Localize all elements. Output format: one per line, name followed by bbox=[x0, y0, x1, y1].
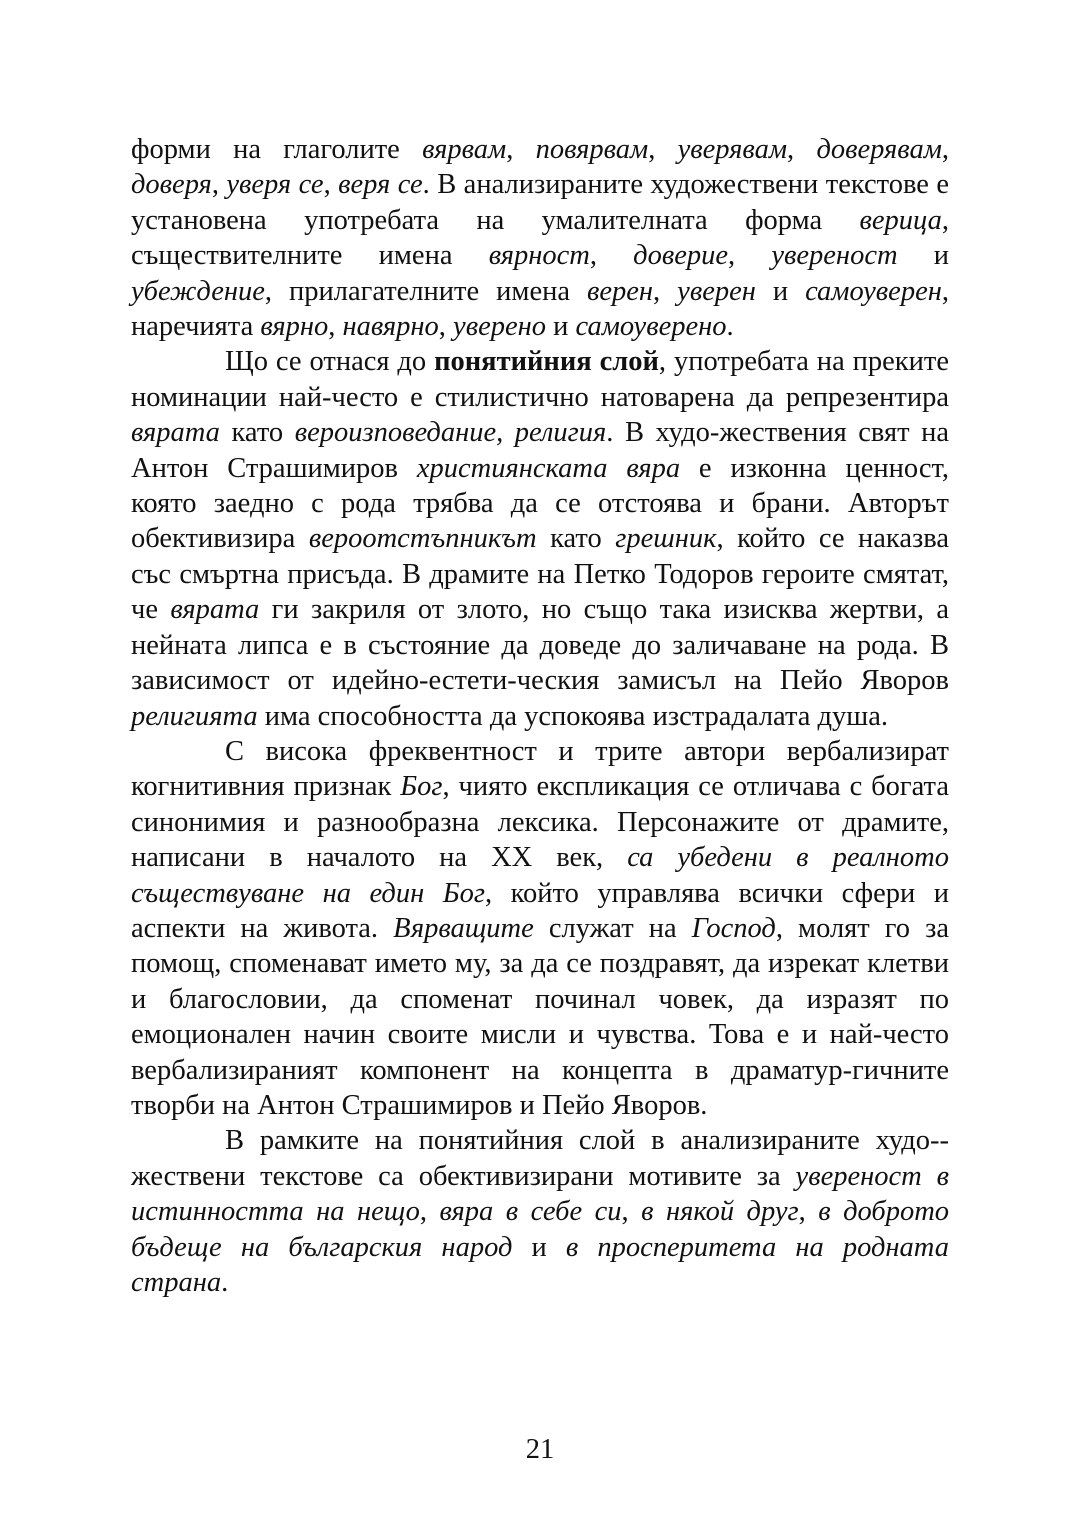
text-run: , bbox=[941, 134, 950, 165]
text-run: , bbox=[506, 134, 536, 165]
text-run: има способността да успокоява изстрадалата душа. bbox=[257, 700, 889, 732]
italic-term: вярвам bbox=[422, 134, 507, 165]
paragraph-2 bbox=[131, 344, 949, 733]
text-run: , bbox=[787, 134, 817, 165]
text-run: . bbox=[221, 1267, 229, 1298]
italic-term: Господ bbox=[691, 912, 776, 944]
text-run: , bbox=[438, 311, 454, 343]
page-number: 21 bbox=[525, 1434, 555, 1465]
italic-term: грешник bbox=[615, 523, 717, 555]
text-run: е изконна ценност, която заедно с рода трябва да се отстоява и брани. Авторът обективизира bbox=[131, 452, 949, 555]
text-run: С висока фреквентност и трите автори вербализират когнитивния признак bbox=[131, 735, 949, 803]
text-run: В рамките на понятийния слой в анализираните худо-жествени текстове са обективизирани мотивите за bbox=[131, 1125, 949, 1192]
text-run: , bbox=[323, 169, 339, 201]
text-run: , bbox=[211, 169, 227, 201]
italic-term: веря се bbox=[338, 169, 423, 201]
italic-term: доверявам bbox=[816, 134, 942, 165]
text-run: и bbox=[512, 1231, 566, 1263]
paragraph-1 bbox=[131, 132, 949, 344]
text-run: ги закриля от злото, но също така изисква жертви, а нейната липса е в състояние да доведе до заличаване на рода. В зависимост от идейно-естети-ческия замисъл на Пейо Яворов bbox=[131, 594, 949, 697]
italic-term: в доброто бъдеще на българския народ bbox=[131, 1196, 950, 1263]
text-run: . bbox=[726, 311, 734, 343]
text-run: , bbox=[328, 311, 343, 343]
italic-term: в някой друг bbox=[641, 1196, 799, 1228]
italic-term: самоуверен bbox=[805, 275, 942, 307]
italic-term: уверен bbox=[677, 275, 756, 307]
italic-term: вярно bbox=[260, 311, 329, 343]
paragraph-3 bbox=[131, 734, 949, 1123]
italic-term: увереност в истинността на нещо bbox=[131, 1160, 949, 1228]
text-run: , който управлява всички сфери и аспекти на живота. bbox=[131, 877, 949, 944]
italic-term: вероизповедание, религия bbox=[294, 417, 607, 449]
italic-term: вярата bbox=[131, 417, 220, 449]
italic-term: вероотстъпникът bbox=[308, 523, 537, 555]
body-text bbox=[131, 132, 949, 1300]
text-run: , bbox=[419, 1196, 440, 1228]
italic-term: самоуверено bbox=[575, 311, 727, 343]
italic-term: Вярващите bbox=[393, 912, 534, 944]
italic-term: в просперитета на родната страна bbox=[131, 1231, 949, 1298]
italic-term: верица bbox=[859, 204, 942, 236]
text-run: , молят го за помощ, споменават името му, за да се поздравят, да изрекат клетви и благословии, да споменат починал човек, да изразят по емоционален начин своите мисли и чувства. Това е и най-често вербализираният компонент на концепта в драматур-гичните творби на Антон Страшимиров и Пейо Яворов. bbox=[131, 912, 949, 1121]
text-run: , наречията bbox=[131, 275, 949, 343]
text-run: , bbox=[728, 240, 772, 272]
text-run: , чиято експликация се отличава с богата синонимия и разнообразна лексика. Персонажите от драмите, написани в началото на XX век, bbox=[131, 771, 949, 874]
text-run: и bbox=[546, 311, 576, 343]
italic-term: уверено bbox=[453, 311, 547, 343]
italic-term: християнската вяра bbox=[416, 452, 681, 484]
bold-term: понятийния слой bbox=[434, 346, 659, 378]
italic-term: убеждение bbox=[131, 275, 265, 307]
italic-term: повярвам bbox=[535, 134, 649, 165]
italic-term: верен bbox=[586, 275, 654, 307]
italic-term: навярно bbox=[342, 311, 439, 343]
italic-term: вярност bbox=[488, 240, 590, 272]
italic-term: са убедени в реалното съществуване на един Бог bbox=[131, 842, 949, 909]
text-run: . В худо-жествения свят на Антон Страшимиров bbox=[131, 417, 950, 484]
text-run: и bbox=[897, 240, 950, 272]
text-run: , употребата на преките номинации най-често е стилистично натоварена да репрезентира bbox=[131, 346, 949, 413]
text-run: , bbox=[621, 1196, 642, 1228]
italic-term: доверя bbox=[131, 169, 212, 201]
italic-term: уверя се bbox=[226, 169, 324, 201]
text-run: , bbox=[653, 275, 678, 307]
italic-term: уверявам bbox=[677, 134, 788, 165]
text-run: , съществителните имена bbox=[131, 204, 949, 272]
text-run: , прилагателните имена bbox=[264, 275, 587, 307]
text-run: като bbox=[536, 523, 616, 555]
text-run: форми на глаголите bbox=[131, 134, 423, 165]
text-run: , bbox=[589, 240, 634, 272]
text-run: , който се наказва със смъртна присъда. В драмите на Петко Тодоров героите смятат, че bbox=[131, 523, 949, 626]
text-run: . В анализираните художествени текстове е установена употребата на умалителната форма bbox=[131, 169, 950, 236]
text-run: Що се отнася до bbox=[225, 346, 435, 378]
text-run: , bbox=[648, 134, 678, 165]
text-run: като bbox=[219, 417, 295, 449]
italic-term: Бог bbox=[400, 771, 443, 803]
text-run: и bbox=[755, 275, 806, 307]
italic-term: религията bbox=[131, 700, 258, 732]
italic-term: доверие bbox=[633, 240, 729, 272]
italic-term: вяра в себе си bbox=[439, 1196, 622, 1228]
text-run: служат на bbox=[533, 912, 692, 944]
paragraph-4 bbox=[131, 1123, 949, 1300]
text-run: , bbox=[798, 1196, 819, 1228]
italic-term: вярата bbox=[170, 594, 260, 626]
italic-term: увереност bbox=[771, 240, 898, 272]
